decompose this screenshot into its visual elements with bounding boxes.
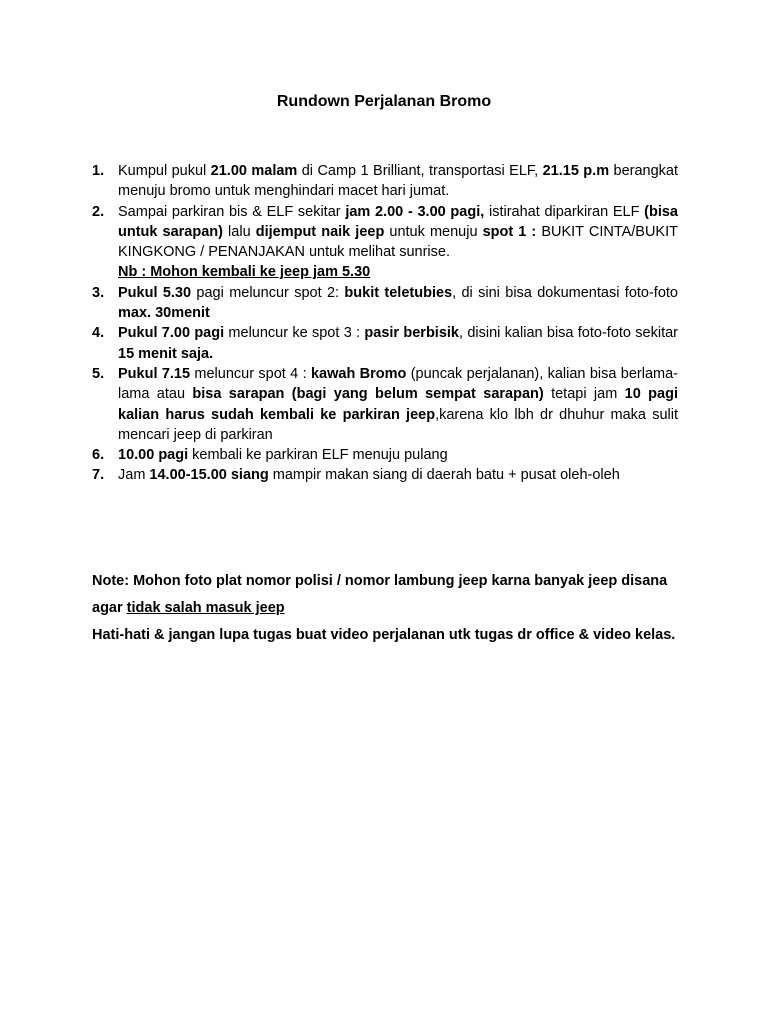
- item-number: 1.: [92, 163, 105, 179]
- item-text: tetapi jam: [543, 386, 625, 403]
- item-text: , di sini bisa dokumentasi foto-foto: [452, 284, 678, 301]
- item-text-bold: 10.00 pagi: [118, 447, 189, 464]
- item-number: 7.: [92, 467, 105, 484]
- item-text-bold: 21.15 p.m: [542, 163, 610, 179]
- document-title: Rundown Perjalanan Bromo: [276, 93, 492, 110]
- item-text-bold: max. 30menit: [118, 305, 210, 322]
- item-text: pagi meluncur spot 2:: [191, 284, 345, 301]
- item-text: mampir makan siang di daerah batu + pusat oleh-oleh: [268, 467, 620, 484]
- item-text: untuk menuju: [384, 223, 483, 240]
- item-text: meluncur ke spot 3 :: [224, 325, 365, 342]
- item-text-bold: spot 1 :: [482, 223, 537, 240]
- item-text-bold: 10 pagi kalian harus sudah kembali ke parkiran jeep: [118, 386, 678, 423]
- rundown-list: [92, 161, 678, 486]
- list-item: [92, 202, 678, 283]
- item-text-bold: 21.00 malam: [210, 163, 298, 179]
- item-text-bold: Pukul 5.30: [118, 284, 192, 301]
- item-text: kembali ke parkiran ELF menuju pulang: [188, 447, 448, 464]
- item-text: lalu: [222, 223, 256, 240]
- note-reminder-text: Hati-hati & jangan lupa tugas buat video perjalanan utk tugas dr office & video kelas.: [92, 627, 676, 643]
- note-underlined-text: tidak salah masuk jeep: [126, 600, 285, 616]
- item-text: (puncak perjalanan), kalian bisa berlama-lama atau: [118, 365, 678, 403]
- item-text-bold: Pukul 7.15: [118, 365, 191, 382]
- item-number: 2.: [92, 203, 105, 220]
- item-text-bold: bisa sarapan (bagi yang belum sempat sarapan): [192, 386, 544, 403]
- item-text-bold: dijemput naik jeep: [255, 223, 385, 240]
- item-text-bold: bukit teletubies: [344, 284, 453, 301]
- list-item: [92, 161, 678, 202]
- item-text-bold: Pukul 7.00 pagi: [118, 325, 225, 342]
- list-item: [92, 283, 678, 324]
- item-text-bold: 15 menit saja.: [118, 345, 214, 362]
- item-number: 6.: [92, 447, 105, 464]
- item-text: berangkat menuju bromo untuk menghindari macet hari jumat.: [118, 163, 679, 200]
- note-text: Note: Mohon foto plat nomor polisi / nomor lambung jeep karna banyak jeep disana agar: [92, 573, 668, 616]
- list-item: [92, 465, 678, 485]
- item-text-bold: pasir berbisik: [364, 325, 459, 342]
- item-text: meluncur spot 4 :: [190, 365, 311, 382]
- list-item: [92, 323, 678, 364]
- item-text: istirahat diparkiran ELF: [484, 203, 645, 220]
- item-number: 5.: [92, 365, 105, 382]
- item-text: BUKIT CINTA/BUKIT KINGKONG / PENANJAKAN untuk melihat sunrise.: [118, 223, 678, 261]
- item-text-bold: kawah Bromo: [310, 365, 407, 382]
- list-item: [92, 364, 678, 445]
- item-text-bold: (bisa untuk sarapan): [118, 203, 678, 240]
- item-text: Sampai parkiran bis & ELF sekitar: [118, 203, 346, 220]
- item-text-bold: 14.00-15.00 siang: [149, 467, 269, 484]
- item-text: , disini kalian bisa foto-foto sekitar: [459, 325, 678, 342]
- list-item: [92, 445, 678, 465]
- item-text: Kumpul pukul: [118, 163, 211, 179]
- item-text: di Camp 1 Brilliant, transportasi ELF,: [297, 163, 543, 179]
- item-number: 3.: [92, 284, 105, 301]
- item-text: ,karena klo lbh dr dhuhur maka sulit mencari jeep di parkiran: [118, 406, 678, 443]
- nb-note: Nb : Mohon kembali ke jeep jam 5.30: [118, 264, 371, 281]
- note-block: [92, 568, 692, 649]
- item-text: Jam: [118, 467, 150, 484]
- item-text-bold: jam 2.00 - 3.00 pagi,: [345, 203, 485, 220]
- item-number: 4.: [92, 325, 105, 342]
